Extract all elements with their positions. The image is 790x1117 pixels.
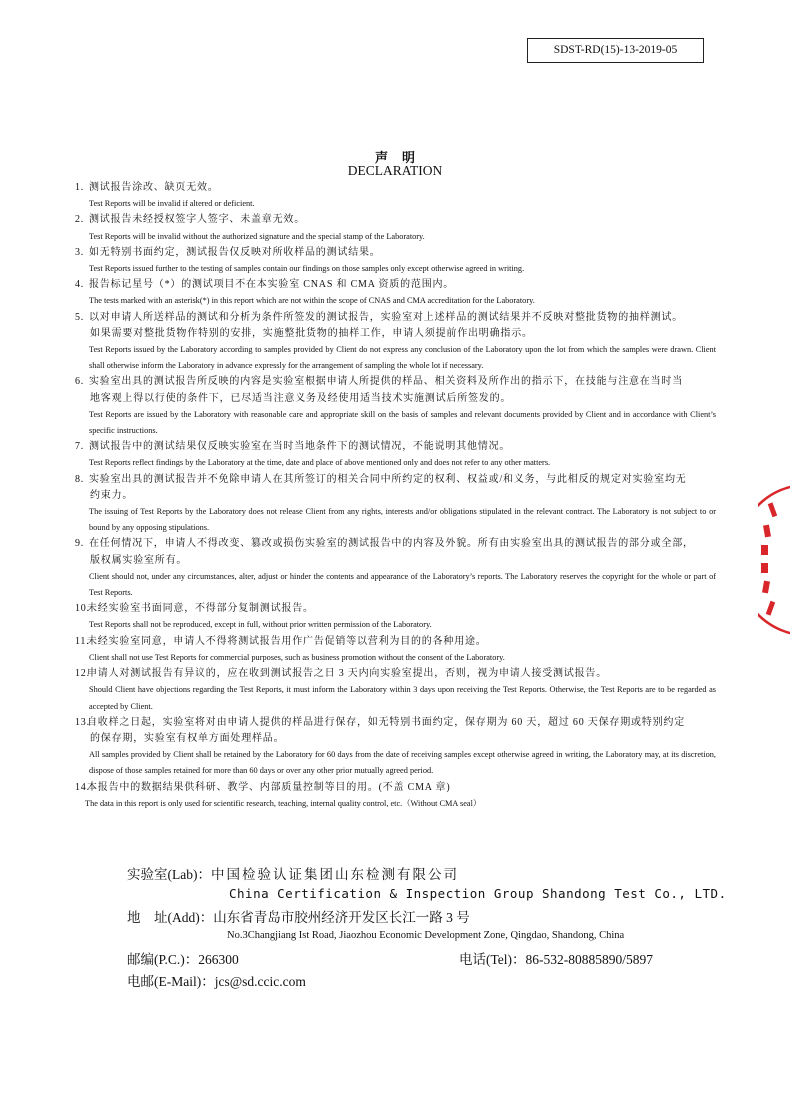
item-cn-continuation bbox=[75, 553, 716, 569]
item-cn-text bbox=[75, 212, 716, 228]
item-cn-line: 地客观上得以行使的条件下，已尽适当注意义务及经使用适当技术实施测试后所签发的。 bbox=[90, 392, 512, 404]
item-cn-line: 测试报告涂改、缺页无效。 bbox=[89, 182, 219, 193]
item-cn-line: 约束力。 bbox=[90, 489, 134, 501]
declaration-item bbox=[75, 472, 716, 537]
item-en-text: Test Reports reflect findings by the Laboratory at the time, date and place of above mentioned only and does not refer to any other matters. bbox=[89, 458, 551, 468]
item-en-text: Test Reports are issued by the Laboratory with reasonable care and appropriate skill on the basis of samples and relevant documents provided by Client and in accordance with Client’s specific instructions. bbox=[89, 409, 716, 436]
item-cn-line: 测试报告中的测试结果仅反映实验室在当时当地条件下的测试情况，不能说明其他情况。 bbox=[89, 441, 511, 453]
item-en-text: Should Client have objections regarding the Test Reports, it must inform the Laboratory within 3 days upon receiving the Test Reports. Otherwise, the Test Reports are to be regarded as accepted by Client. bbox=[89, 685, 716, 711]
item-en-text: Client shall not use Test Reports for commercial purposes, such as business promotion without the consent of the Laboratory. bbox=[89, 652, 505, 662]
item-cn-text bbox=[75, 374, 716, 390]
item-number: 5. bbox=[75, 311, 85, 323]
declaration-item bbox=[75, 601, 716, 633]
item-cn-continuation bbox=[75, 488, 716, 504]
item-cn-line: 未经实验室同意，申请人不得将测试报告用作广告促销等以营利为目的的各种用途。 bbox=[87, 635, 487, 647]
red-seal-stamp-partial bbox=[758, 485, 790, 635]
item-en-text: Test Reports will be invalid if altered or deficient. bbox=[89, 199, 255, 209]
postcode-tel-line bbox=[127, 948, 667, 969]
item-en-text: The issuing of Test Reports by the Laboratory does not release Client from any rights, interests and/or obligations stipulated in the relevant contract. The Laboratory is not subject to or bound by any opposing stipulations. bbox=[89, 507, 716, 533]
item-cn-text bbox=[75, 439, 716, 455]
item-cn-text bbox=[75, 277, 716, 293]
item-cn-line: 以对申请人所送样品的测试和分析为条件所签发的测试报告，实验室对上述样品的测试结果并不反映对整批货物的抽样测试。 bbox=[89, 311, 683, 323]
item-cn-line: 未经实验室书面同意，不得部分复制测试报告。 bbox=[87, 603, 314, 615]
item-cn-text bbox=[75, 780, 716, 796]
email-value: jcs@sd.ccic.com bbox=[214, 974, 306, 989]
item-number: 3. bbox=[75, 246, 85, 258]
declaration-item bbox=[75, 310, 716, 375]
item-number: 2. bbox=[75, 214, 85, 226]
item-en-text: Test Reports issued by the Laboratory according to samples provided by Client do not express any conclusion of the Laboratory upon the lot from which the samples were drawn. Client shall otherwise inform the Laboratory in advance expressly for the arrangement of sampling the whole lot if necessary. bbox=[89, 345, 716, 371]
item-cn-text bbox=[75, 666, 716, 682]
address-cn: 山东省青岛市胶州经济开发区长江一路 3 号 bbox=[213, 910, 470, 925]
tel-value: 86-532-80885890/5897 bbox=[525, 952, 654, 967]
item-number: 6. bbox=[75, 376, 85, 388]
lab-line bbox=[127, 863, 687, 884]
item-en-text: The tests marked with an asterisk(*) in this report which are not within the scope of CNAS and CMA accreditation for the Laboratory. bbox=[89, 296, 535, 306]
lab-label: 实验室(Lab)： bbox=[127, 867, 211, 882]
item-cn-continuation bbox=[75, 391, 716, 407]
item-number: 10. bbox=[75, 603, 90, 615]
email-line bbox=[127, 970, 687, 991]
title-chinese: 声明 bbox=[374, 150, 429, 165]
document-id-box: SDST-RD(15)-13-2019-05 bbox=[527, 38, 704, 63]
item-cn-text bbox=[75, 536, 716, 552]
item-cn-line: 的保存期，实验室有权单方面处理样品。 bbox=[90, 732, 285, 744]
item-cn-line: 报告标记星号（*）的测试项目不在本实验室 CNAS 和 CMA 资质的范围内。 bbox=[89, 279, 455, 291]
item-cn-line: 自收样之日起，实验室将对由申请人提供的样品进行保存，如无特别书面约定，保存期为 60 天，超过 60 天保存期或特别约定 bbox=[87, 716, 685, 728]
item-number: 8. bbox=[75, 473, 85, 485]
item-en-text: Test Reports will be invalid without the authorized signature and the special stamp of the Laboratory. bbox=[89, 231, 425, 241]
item-cn-line: 版权属实验室所有。 bbox=[90, 554, 188, 566]
item-en-text: All samples provided by Client shall be retained by the Laboratory for 60 days from the date of receiving samples except otherwise agreed in writing, the Laboratory may, at its discretion, dispose of those samples retained for more than 60 days or over any other prior mutually agreed period. bbox=[89, 750, 716, 776]
declaration-item bbox=[75, 634, 716, 666]
email-label: 电邮(E-Mail)： bbox=[127, 974, 215, 989]
item-number: 1. bbox=[75, 182, 85, 193]
declaration-item bbox=[75, 715, 716, 780]
title-english: DECLARATION bbox=[347, 163, 443, 178]
item-cn-text bbox=[75, 634, 716, 650]
item-cn-text bbox=[75, 715, 716, 731]
item-cn-line: 测试报告未经授权签字人签字、未盖章无效。 bbox=[89, 214, 305, 226]
item-cn-continuation bbox=[75, 326, 716, 342]
item-cn-text bbox=[75, 472, 716, 488]
item-en-text: Client should not, under any circumstances, alter, adjust or hinder the contents and appearance of the Laboratory’s reports. The Laboratory reserves the copyright for the whole or part of Test Reports. bbox=[89, 571, 716, 598]
item-cn-line: 本报告中的数据结果供科研、教学、内部质量控制等目的用。(不盖 CMA 章) bbox=[87, 781, 451, 793]
item-cn-line: 实验室出具的测试报告所反映的内容是实验室根据申请人所提供的样品、相关资料及所作出的指示下，在技能与注意在当时当 bbox=[89, 376, 683, 388]
item-cn-line: 在任何情况下，申请人不得改变、篡改或损伤实验室的测试报告中的内容及外貌。所有由实验室出具的测试报告的部分或全部， bbox=[89, 538, 694, 550]
item-number: 11. bbox=[75, 635, 90, 647]
item-number: 4. bbox=[75, 279, 85, 291]
postcode-label: 邮编(P.C.)： bbox=[127, 952, 199, 967]
declaration-item bbox=[75, 536, 716, 601]
item-cn-line: 如无特别书面约定，测试报告仅反映对所收样品的测试结果。 bbox=[89, 246, 381, 258]
item-number: 7. bbox=[75, 441, 85, 453]
declaration-item bbox=[75, 277, 716, 309]
address-label: 地 址(Add)： bbox=[127, 910, 214, 925]
lab-name-en: China Certification & Inspection Group Shandong Test Co., LTD. bbox=[229, 886, 727, 901]
declaration-item bbox=[75, 439, 716, 471]
declaration-item bbox=[75, 212, 716, 244]
item-cn-text bbox=[75, 310, 716, 326]
item-cn-line: 实验室出具的测试报告并不免除申请人在其所签订的相关合同中所约定的权利、权益或/和义务，与此相反的规定对实验室均无 bbox=[89, 473, 687, 485]
declaration-item bbox=[75, 245, 716, 277]
item-number: 14. bbox=[75, 781, 90, 793]
item-cn-continuation bbox=[75, 731, 716, 747]
address-en: No.3Changjiang Ist Road, Jiaozhou Economic Development Zone, Qingdao, Shandong, China bbox=[227, 930, 625, 941]
item-en-text: Test Reports shall not be reproduced, except in full, without prior written permission of the Laboratory. bbox=[89, 620, 432, 630]
declaration-item bbox=[75, 666, 716, 715]
declaration-list bbox=[75, 180, 716, 812]
item-number: 12. bbox=[75, 668, 90, 680]
item-cn-text bbox=[75, 245, 716, 261]
item-cn-line: 申请人对测试报告有异议的，应在收到测试报告之日 3 天内向实验室提出，否则，视为申请人接受测试报告。 bbox=[87, 668, 607, 680]
item-en-text: The data in this report is only used for scientific research, teaching, internal quality control, etc.（Without CMA seal） bbox=[85, 798, 482, 808]
item-cn-text bbox=[75, 601, 716, 617]
lab-name-cn: 中国检验认证集团山东检测有限公司 bbox=[210, 867, 459, 882]
tel-label: 电话(Tel)： bbox=[459, 952, 526, 967]
address-line bbox=[127, 906, 687, 927]
item-cn-text bbox=[75, 180, 716, 196]
postcode-value: 266300 bbox=[198, 952, 239, 967]
item-number: 13. bbox=[75, 716, 90, 728]
declaration-item bbox=[75, 374, 716, 439]
item-en-text: Test Reports issued further to the testing of samples contain our findings on those samples only except otherwise agreed in writing. bbox=[89, 264, 525, 274]
declaration-item bbox=[75, 780, 716, 812]
declaration-item bbox=[75, 180, 716, 212]
item-number: 9. bbox=[75, 538, 85, 550]
item-cn-line: 如果需要对整批货物作特别的安排，实施整批货物的抽样工作，申请人须提前作出明确指示。 bbox=[90, 327, 533, 339]
